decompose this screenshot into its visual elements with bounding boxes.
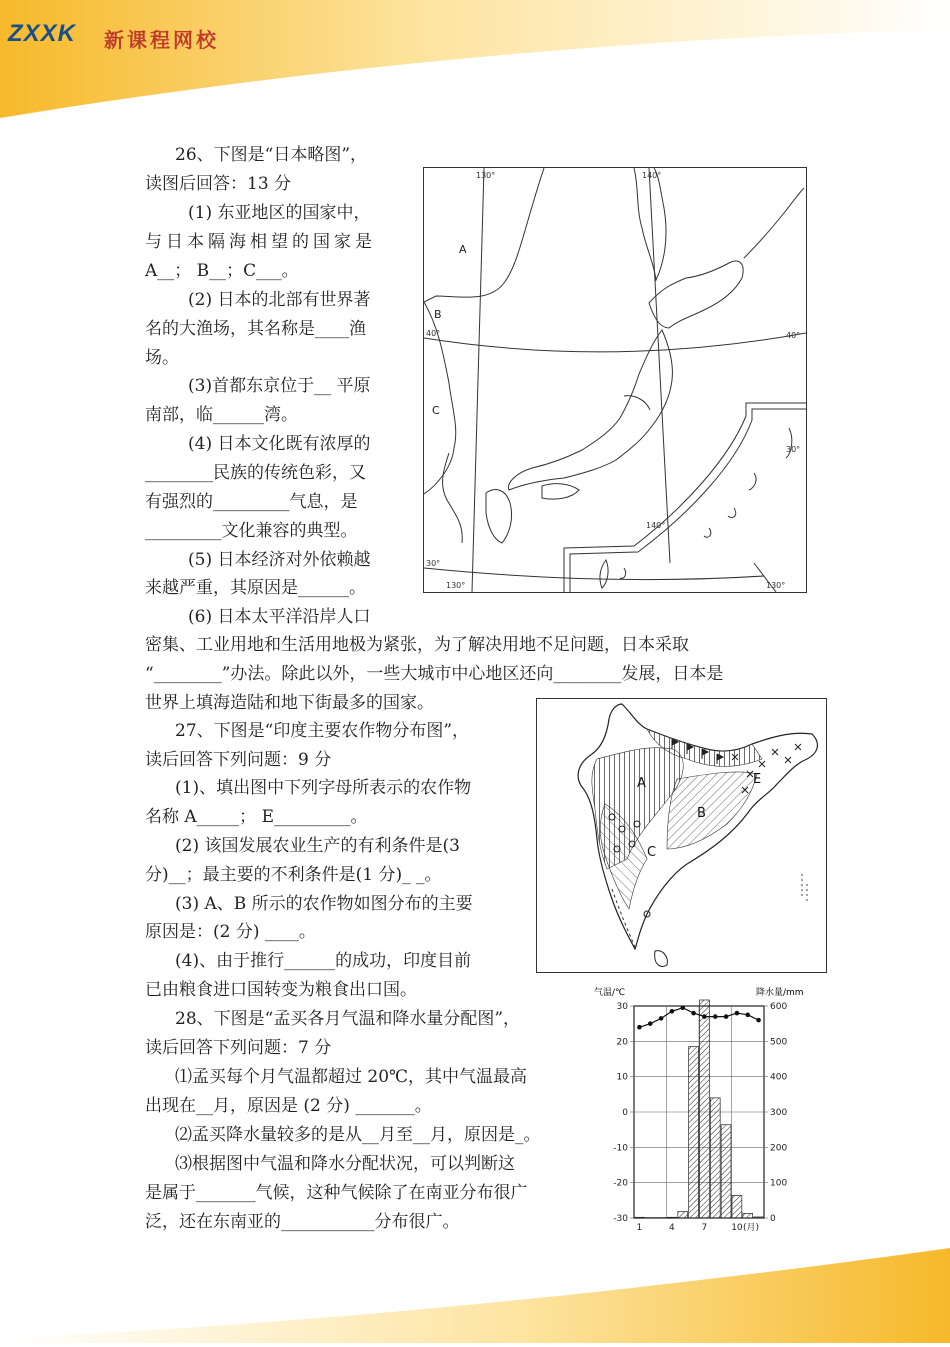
precip-bar-month-1 [635, 1217, 645, 1218]
q26-line-4: 与日本隔海相望的国家是 [145, 228, 376, 256]
chart-tick-label-precip: 0 [770, 1214, 776, 1224]
q27-line-4: 名称 A_____； E_________。 [145, 803, 368, 831]
chart-tick-label-temp: 0 [622, 1108, 628, 1118]
q27-line-7: (3) A、B 所示的农作物如图分布的主要 [175, 890, 473, 918]
temp-point-month-4 [670, 1009, 675, 1014]
temp-point-month-8 [713, 1014, 718, 1019]
chart-ylabel-temp: 气温/℃ [594, 986, 625, 998]
japan-map-lat-30-inset: 30° [786, 445, 800, 454]
india-map-label-b: B [697, 806, 706, 821]
japan-map-lon-130-bottom: 130° [446, 581, 465, 590]
q27-line-8: 原因是：(2 分) ____。 [145, 918, 316, 946]
japan-map-label-c: C [432, 404, 440, 417]
temp-point-month-6 [691, 1011, 696, 1016]
q26-line-3: (1) 东亚地区的国家中， [188, 199, 370, 227]
temp-point-month-1 [637, 1025, 642, 1030]
q27-line-10: 已由粮食进口国转变为粮食出口国。 [145, 976, 417, 1004]
temp-point-month-11 [745, 1013, 750, 1018]
japan-map-lon-130-inset: 130° [766, 581, 785, 590]
india-map-label-e: E [753, 772, 761, 787]
q26-line-10: 南部，临______湾。 [145, 401, 298, 429]
q26-line-14: _________文化兼容的典型。 [145, 517, 358, 545]
precip-bar-month-4 [667, 1217, 677, 1218]
q26-line-12: ________民族的传统色彩，又 [145, 459, 366, 487]
japan-map-lat-30-left: 30° [426, 559, 440, 568]
japan-map [423, 167, 807, 593]
chart-tick-label-precip: 200 [770, 1143, 787, 1153]
chart-tick-label-precip: 300 [770, 1108, 787, 1118]
india-map-label-a: A [637, 776, 646, 791]
q28-line-6: ⑶根据图中气温和降水分配状况，可以判断这 [175, 1150, 515, 1178]
temp-point-month-10 [735, 1011, 740, 1016]
q27-line-3: (1)、填出图中下列字母所表示的农作物 [175, 774, 471, 802]
temp-point-month-2 [648, 1021, 653, 1026]
temp-point-month-3 [659, 1016, 664, 1021]
chart-tick-label-precip: 100 [770, 1179, 787, 1189]
precip-bar-month-12 [754, 1217, 764, 1218]
chart-x-tick-label: 7 [702, 1223, 708, 1233]
q27-line-9: (4)、由于推行______的成功，印度目前 [175, 947, 471, 975]
chart-tick-label-precip: 600 [770, 1002, 787, 1012]
temp-point-month-12 [756, 1018, 761, 1023]
japan-map-lon-130-top: 130° [476, 171, 495, 180]
q26-line-7: 名的大渔场，其名称是____渔 [145, 315, 366, 343]
precip-bar-month-9 [721, 1125, 731, 1218]
temp-point-month-5 [680, 1005, 685, 1010]
precip-bar-month-11 [743, 1213, 753, 1218]
q28-line-4: 出现在__月，原因是 (2 分) _______。 [145, 1092, 432, 1120]
q28-line-1: 28、下图是“孟买各月气温和降水量分配图”， [175, 1005, 520, 1033]
chart-tick-label-temp: -30 [613, 1214, 628, 1224]
q28-line-2: 读后回答下列问题：7 分 [145, 1034, 331, 1062]
temp-point-month-9 [724, 1014, 729, 1019]
japan-map-label-b: B [434, 308, 442, 321]
chart-tick-label-temp: 20 [617, 1037, 629, 1047]
chart-x-tick-label: 4 [669, 1223, 675, 1233]
chart-tick-label-temp: -20 [613, 1179, 628, 1189]
q26-line-19: “________”办法。除此以外，一些大城市中心地区还向________发展，日本是 [145, 660, 723, 688]
precip-bar-month-5 [678, 1212, 688, 1218]
q28-line-8: 泛，还在东南亚的___________分布很广。 [145, 1208, 460, 1236]
chart-tick-label-temp: -10 [613, 1143, 628, 1153]
q26-line-15: (5) 日本经济对外依赖越 [188, 546, 370, 574]
site-name: 新课程网校 [104, 24, 219, 53]
japan-map-lat-40-right: 40° [786, 331, 800, 340]
site-logo: ZXXK [8, 20, 76, 48]
chart-tick-label-temp: 10 [617, 1073, 629, 1083]
precip-bar-month-8 [710, 1098, 720, 1218]
q27-line-1: 27、下图是“印度主要农作物分布图”， [175, 717, 469, 745]
q28-line-7: 是属于_______气候，这种气候除了在南亚分布很广 [145, 1179, 528, 1207]
q27-line-6: 分)__；最主要的不利条件是(1 分)_ _。 [145, 861, 442, 889]
precip-bar-month-7 [700, 1000, 710, 1218]
q28-line-5: ⑵孟买降水量较多的是从__月至__月，原因是_。 [175, 1121, 541, 1149]
chart-ylabel-precip: 降水量/mm [756, 986, 804, 998]
japan-map-label-a: A [459, 243, 467, 256]
q26-line-9: (3)首都东京位于__ 平原 [188, 372, 370, 400]
japan-map-lat-40-left: 40° [426, 329, 440, 338]
q26-line-20: 世界上填海造陆和地下街最多的国家。 [145, 689, 434, 717]
q26-line-16: 来越严重，其原因是______。 [145, 574, 366, 602]
temp-point-month-7 [702, 1014, 707, 1019]
q26-line-13: 有强烈的_________气息，是 [145, 488, 358, 516]
q26-line-11: (4) 日本文化既有浓厚的 [188, 430, 370, 458]
japan-map-lon-140-top: 140° [642, 171, 661, 180]
chart-x-tick-label: 1 [637, 1223, 643, 1233]
footer-swoosh [0, 1243, 950, 1343]
india-map-label-c: C [647, 845, 656, 860]
q26-line-6: (2) 日本的北部有世界著 [188, 286, 370, 314]
chart-x-tick-label: 10 [731, 1223, 743, 1233]
q26-line-5: A__； B__；C___。 [145, 257, 299, 285]
q28-line-3: ⑴孟买每个月气温都超过 20℃，其中气温最高 [175, 1063, 527, 1091]
banner-swoosh [0, 0, 950, 120]
precip-bar-month-6 [689, 1047, 699, 1218]
climate-chart [586, 982, 822, 1234]
precip-bar-month-10 [732, 1195, 742, 1218]
japan-map-lon-140-bottom: 140° [646, 521, 665, 530]
chart-tick-label-precip: 400 [770, 1073, 787, 1083]
chart-tick-label-precip: 500 [770, 1037, 787, 1047]
chart-x-tick-label: (月) [743, 1222, 759, 1233]
chart-tick-label-temp: 30 [617, 1002, 629, 1012]
q26-line-8: 场。 [145, 344, 179, 372]
q26-line-18: 密集、工业用地和生活用地极为紧张，为了解决用地不足问题，日本采取 [145, 631, 689, 659]
q26-line-2: 读图后回答：13 分 [145, 170, 291, 198]
q26-line-1: 26、下图是“日本略图”， [175, 141, 367, 169]
q26-line-17: (6) 日本太平洋沿岸人口 [188, 603, 370, 631]
q27-line-5: (2) 该国发展农业生产的有利条件是(3 [175, 832, 460, 860]
q27-line-2: 读后回答下列问题：9 分 [145, 746, 331, 774]
header-banner [0, 0, 950, 120]
india-map [536, 698, 827, 973]
